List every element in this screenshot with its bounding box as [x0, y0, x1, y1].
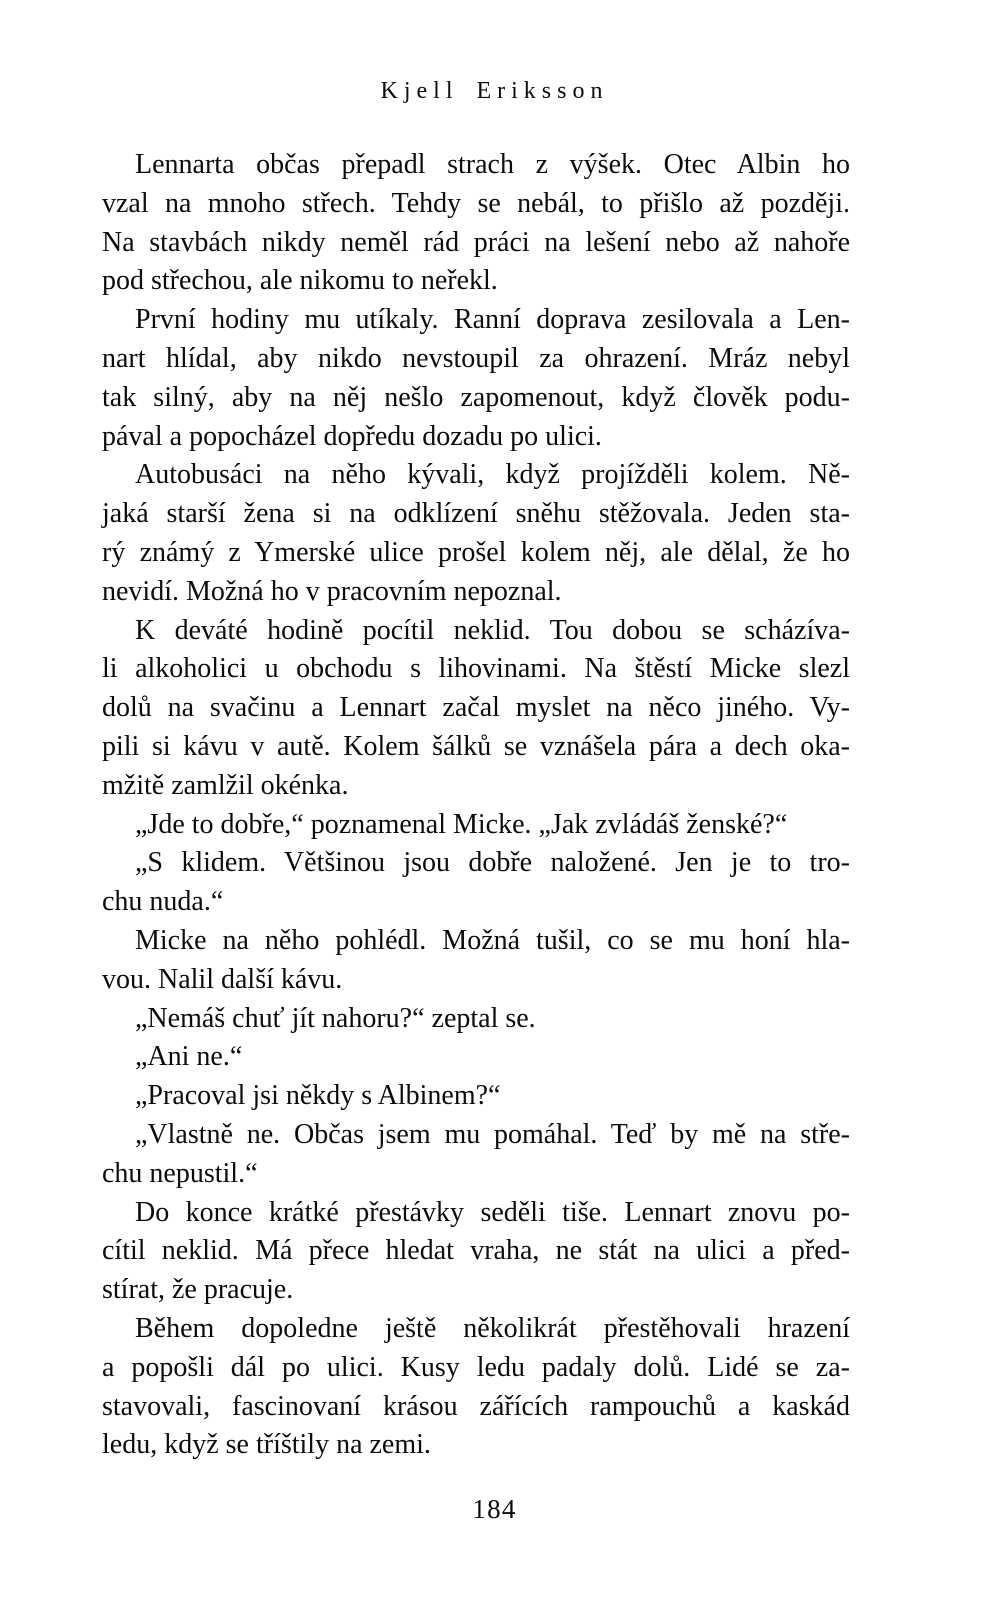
paragraph-dialogue — [102, 1000, 850, 1039]
text-line: stírat, že pracuje. — [102, 1274, 294, 1306]
text-line: Micke na něho pohlédl. Možná tušil, co se mu honí hla- — [135, 924, 850, 956]
paragraph — [102, 1194, 850, 1310]
paragraph — [102, 922, 850, 1000]
text-line: vzal na mnoho střech. Tehdy se nebál, to přišlo až později. — [102, 187, 850, 219]
paragraph — [102, 146, 850, 301]
text-line: „Vlastně ne. Občas jsem mu pomáhal. Teď by mě na stře- — [135, 1118, 850, 1150]
text-line: stavovali, fascinovaní krásou zářících rampouchů a kaskád — [102, 1390, 850, 1422]
text-line: mžitě zamlžil okénka. — [102, 769, 349, 801]
text-line: chu nepustil.“ — [102, 1157, 258, 1189]
text-line: pával a popocházel dopředu dozadu po ulici. — [102, 420, 602, 452]
paragraph-dialogue — [102, 1116, 850, 1194]
text-line: tak silný, aby na něj nešlo zapomenout, když člověk podu- — [102, 381, 850, 413]
text-line: „Jde to dobře,“ poznamenal Micke. „Jak zvládáš ženské?“ — [135, 808, 788, 840]
page-number: 184 — [472, 1494, 517, 1524]
text-line: dolů na svačinu a Lennart začal myslet na něco jiného. Vy- — [102, 692, 850, 724]
text-line: li alkoholici u obchodu s lihovinami. Na štěstí Micke slezl — [102, 653, 850, 685]
paragraph-dialogue — [102, 1038, 850, 1077]
text-line: Během dopoledne ještě několikrát přestěhovali hrazení — [135, 1312, 850, 1344]
running-header: Kjell Eriksson — [380, 78, 609, 104]
paragraph — [102, 612, 850, 806]
text-line: „Pracoval jsi někdy s Albinem?“ — [135, 1080, 501, 1112]
text-line: a popošli dál po ulici. Kusy ledu padaly dolů. Lidé se za- — [102, 1351, 850, 1383]
paragraph — [102, 301, 850, 456]
text-line: nart hlídal, aby nikdo nevstoupil za ohrazení. Mráz nebyl — [102, 342, 850, 374]
text-line: vou. Nalil další kávu. — [102, 963, 343, 995]
text-line: ledu, když se tříštily na zemi. — [102, 1429, 431, 1461]
paragraph-dialogue — [102, 844, 850, 922]
text-line: Autobusáci na něho kývali, když projížděli kolem. Ně- — [135, 459, 850, 491]
text-line: Na stavbách nikdy neměl rád práci na lešení nebo až nahoře — [102, 226, 850, 258]
paragraph-dialogue — [102, 806, 850, 845]
text-line: „Ani ne.“ — [135, 1041, 243, 1073]
text-line: rý známý z Ymerské ulice prošel kolem něj, ale dělal, že ho — [102, 536, 850, 568]
paragraph — [102, 456, 850, 611]
text-line: cítil neklid. Má přece hledat vraha, ne stát na ulici a před- — [102, 1235, 850, 1267]
text-line: „S klidem. Většinou jsou dobře naložené. Jen je to tro- — [135, 847, 850, 879]
text-line: První hodiny mu utíkaly. Ranní doprava zesilovala a Len- — [135, 304, 850, 336]
text-line: jaká starší žena si na odklízení sněhu stěžovala. Jeden sta- — [102, 498, 850, 530]
body-text — [102, 146, 850, 1465]
text-line: Lennarta občas přepadl strach z výšek. Otec Albin ho — [135, 149, 850, 180]
text-line: pod střechou, ale nikomu to neřekl. — [102, 265, 498, 297]
text-line: K deváté hodině pocítil neklid. Tou dobou se scházíva- — [135, 614, 850, 646]
text-line: nevidí. Možná ho v pracovním nepoznal. — [102, 575, 562, 607]
text-line: „Nemáš chuť jít nahoru?“ zeptal se. — [135, 1002, 536, 1034]
text-line: Do konce krátké přestávky seděli tiše. Lennart znovu po- — [135, 1196, 850, 1228]
text-line: chu nuda.“ — [102, 886, 224, 918]
paragraph — [102, 1310, 850, 1465]
text-line: pili si kávu v autě. Kolem šálků se vznášela pára a dech oka- — [102, 730, 850, 762]
paragraph-dialogue — [102, 1077, 850, 1116]
